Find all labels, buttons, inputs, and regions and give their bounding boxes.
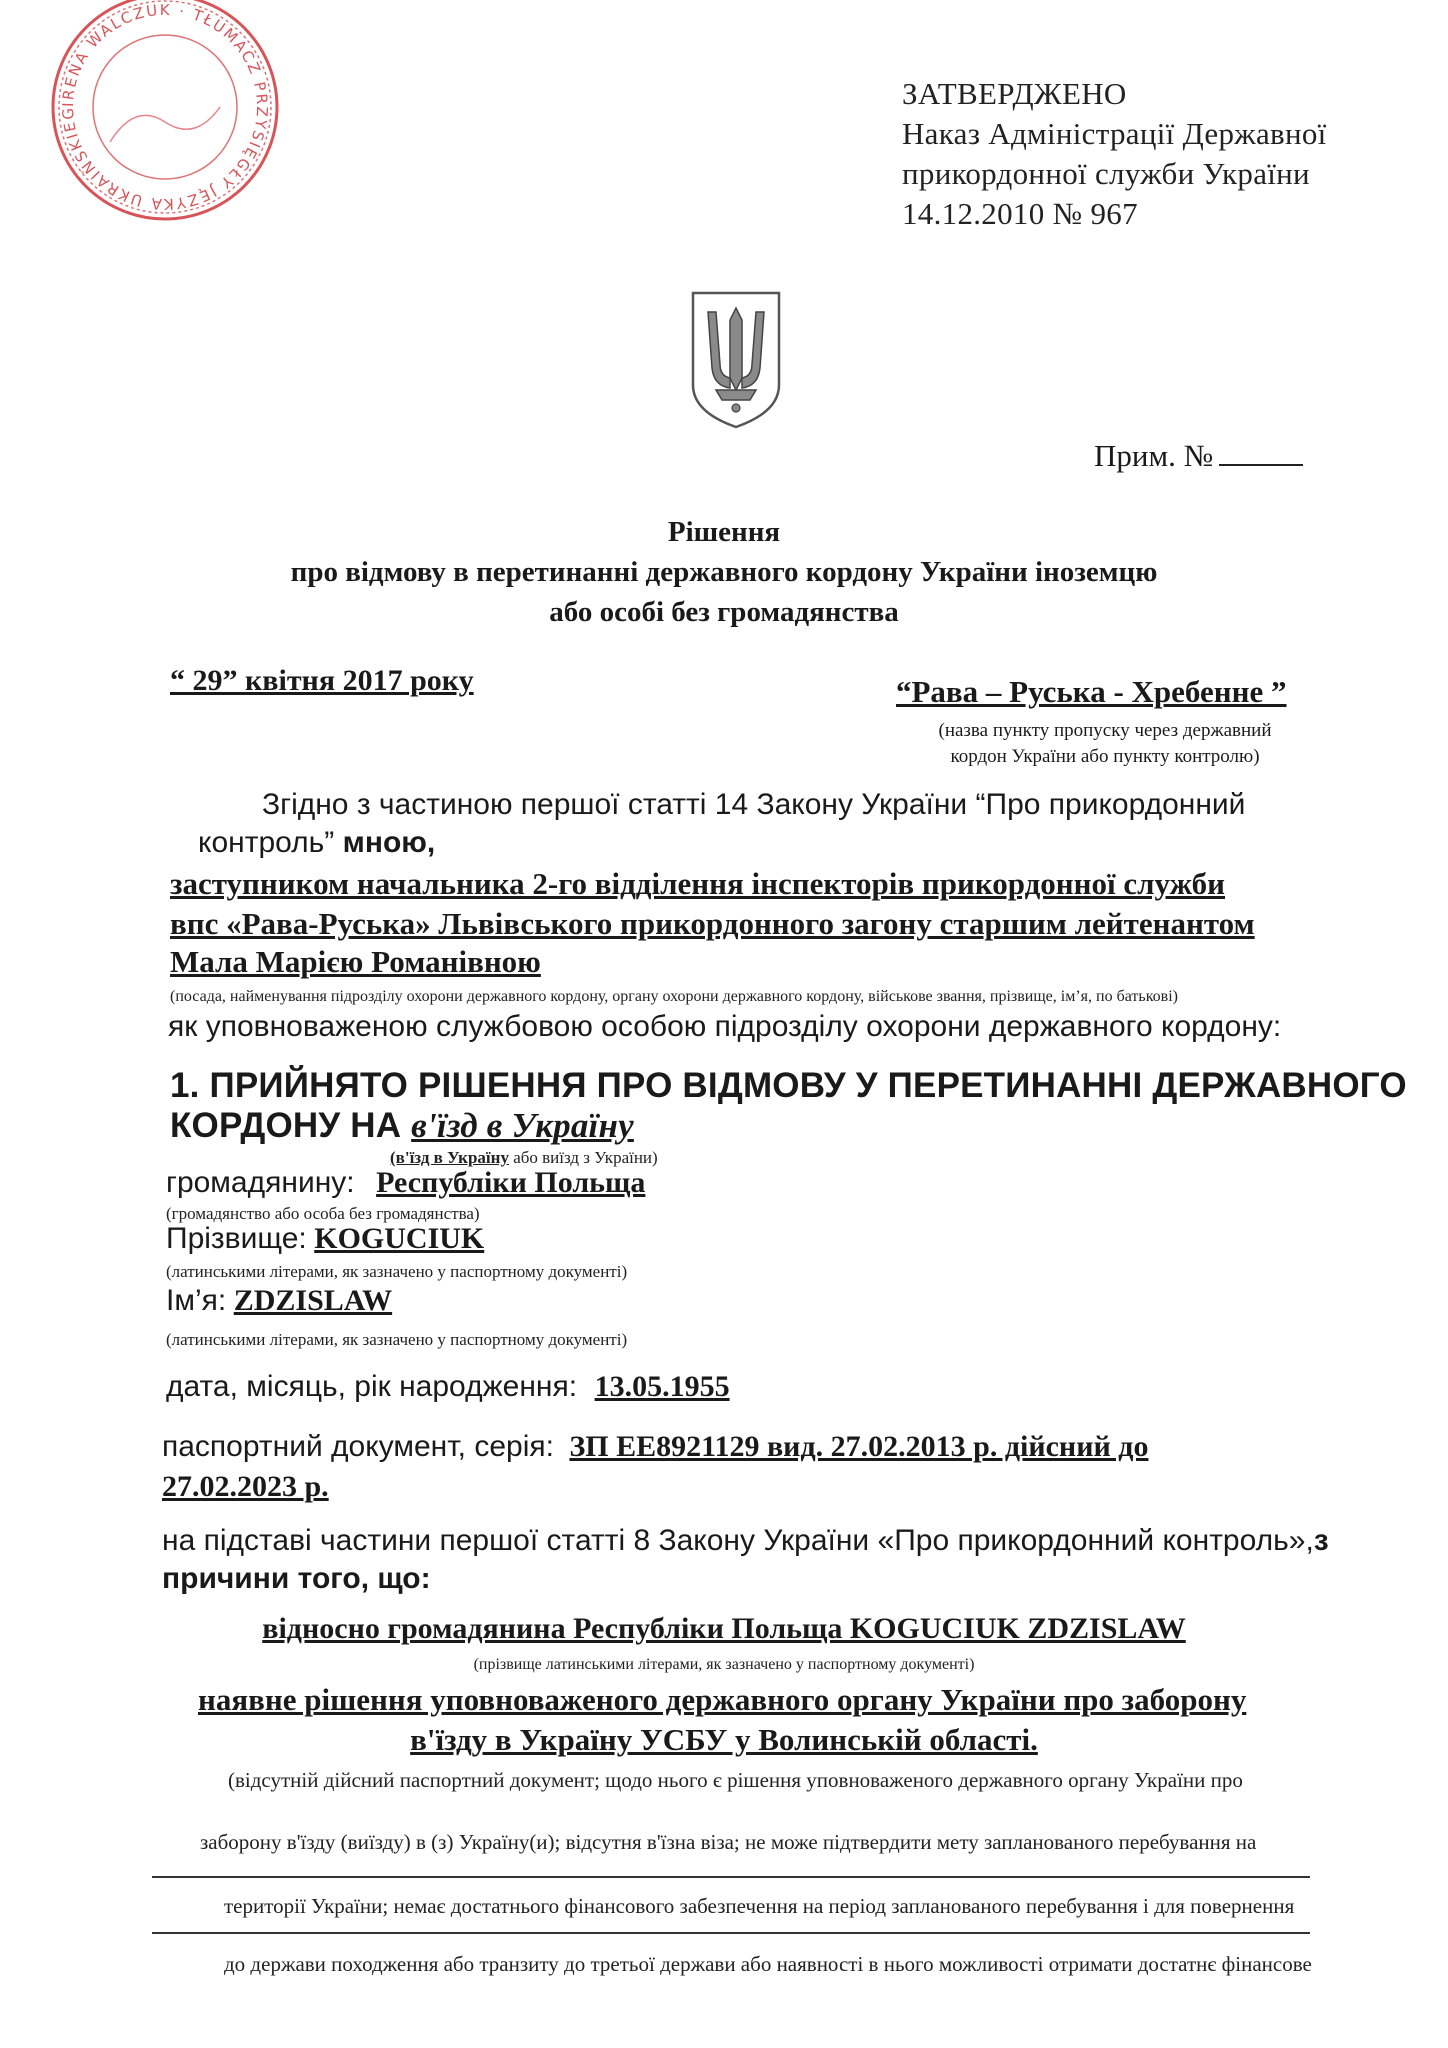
- document-title: [0, 512, 1448, 632]
- reason-subject-hint: (прізвище латинськими літерами, як зазначено у паспортному документі): [473, 1656, 975, 1673]
- citizen-label: громадянину:: [166, 1166, 355, 1199]
- svg-text:IRENA WALCZUK · TŁUMACZ PRZYSI: IRENA WALCZUK · TŁUMACZ PRZYSIĘGŁY JĘZYKA UKRAIŃSKIEG: [58, 0, 272, 214]
- reason-line-2: в'їзду в Україну УСБУ у Волинській області.: [410, 1722, 1038, 1757]
- divider-line-2: [152, 1932, 1310, 1934]
- approval-line-3: прикордонної служби України: [902, 156, 1310, 191]
- officer-name: Мала Марією Романівною: [170, 944, 541, 979]
- decision-hint-entry: (в'їзд в Україну: [390, 1148, 509, 1167]
- firstname-label: Ім’я:: [166, 1284, 227, 1317]
- decision-heading-line-2: [170, 1106, 634, 1146]
- basis-from: з: [1313, 1524, 1329, 1557]
- checkpoint-hint-line-1: (назва пункту пропуску через державний: [938, 720, 1272, 741]
- intro-by-me: мною,: [334, 826, 436, 859]
- checkpoint-name: “Рава – Руська - Хребенне ”: [896, 674, 1287, 709]
- basis-line-2: причини того, що:: [162, 1562, 431, 1595]
- reason-options-line-2: заборону в'їзду (виїзду) в (з) Україну(и); відсутня в'їзна віза; не може підтвердити мету запланованого перебування на: [200, 1830, 1257, 1854]
- checkpoint-hint-line-2: кордон України або пункту контролю): [950, 746, 1260, 767]
- decision-direction-hint: [390, 1148, 658, 1168]
- dob-label: дата, місяць, рік народження:: [166, 1370, 578, 1403]
- officer-hint: (посада, найменування підрозділу охорони державного кордону, органу охорони державного кордону, військове звання, прізвище, ім’я, по батькові): [170, 988, 1178, 1005]
- translator-seal-stamp: [40, 0, 290, 232]
- reason-options-line-3: території України; немає достатнього фінансового забезпечення на період запланованого перебування і для повернення: [224, 1894, 1295, 1918]
- citizen-hint: (громадянство або особа без громадянства): [166, 1204, 480, 1223]
- approval-title: ЗАТВЕРДЖЕНО: [902, 76, 1127, 111]
- decision-direction: в'їзд в Україну: [411, 1106, 634, 1145]
- surname-hint: (латинськими літерами, як зазначено у паспортному документі): [166, 1262, 628, 1281]
- approval-line-2: Наказ Адміністрації Державної: [902, 116, 1327, 151]
- reason-options-line-1: (відсутній дійсний паспортний документ; щодо нього є рішення уповноваженого державного органу України про: [228, 1768, 1243, 1792]
- surname-label: Прізвище:: [166, 1222, 307, 1255]
- officer-line-2: впс «Рава-Руська» Львівського прикордонного загону старшим лейтенантом: [170, 906, 1255, 941]
- copy-number-label: Прим. №: [1094, 438, 1214, 473]
- intro-line-2: [198, 826, 435, 860]
- firstname-value: ZDZISLAW: [233, 1284, 393, 1317]
- passport-label: паспортний документ, серія:: [162, 1430, 554, 1463]
- firstname-hint: (латинськими літерами, як зазначено у паспортному документі): [166, 1330, 628, 1349]
- surname-row: [166, 1222, 484, 1256]
- title-line-1: Рішення: [667, 516, 781, 548]
- title-line-3: або особі без громадянства: [549, 596, 899, 628]
- passport-row: [162, 1430, 1148, 1464]
- approval-block: [902, 74, 1327, 234]
- intro-law-name-end: контроль”: [198, 826, 335, 859]
- ukraine-coat-of-arms-icon: [690, 290, 782, 430]
- dob-row: [166, 1370, 730, 1404]
- basis-text: на підставі частини першої статті 8 Закону України «Про прикордонний контроль»,: [162, 1524, 1314, 1557]
- reason-options-line-4: до держави походження або транзиту до третьої держави або наявності в нього можливості отримати достатнє фінансове: [224, 1952, 1312, 1976]
- copy-number: [1094, 438, 1303, 474]
- reason-line-1: наявне рішення уповноваженого державного органу України про заборону: [198, 1682, 1247, 1717]
- title-line-2: про відмову в перетинанні державного кордону України іноземцю: [290, 556, 1158, 588]
- officer-line-1: заступником начальника 2-го відділення інспекторів прикордонної служби: [170, 866, 1226, 901]
- intro-line-1: Згідно з частиною першої статті 14 Закону України “Про прикордонний: [262, 788, 1246, 821]
- copy-number-blank: [1219, 438, 1303, 466]
- divider-line-1: [152, 1876, 1310, 1878]
- citizen-value: Республіки Польща: [376, 1166, 646, 1199]
- passport-value: ЗП ЕЕ8921129 вид. 27.02.2013 р. дійсний до: [569, 1430, 1149, 1463]
- decision-border-label: КОРДОНУ НА: [170, 1106, 412, 1145]
- decision-date: “ 29” квітня 2017 року: [170, 664, 474, 697]
- approval-order-date: 14.12.2010 № 967: [902, 196, 1138, 231]
- authorized-line: як уповноваженою службовою особою підрозділу охорони державного кордону:: [168, 1010, 1282, 1043]
- firstname-row: [166, 1284, 392, 1318]
- decision-hint-exit: або виїзд з України): [508, 1148, 658, 1167]
- passport-valid-until: 27.02.2023 р.: [162, 1470, 329, 1503]
- decision-heading-line-1: 1. ПРИЙНЯТО РІШЕННЯ ПРО ВІДМОВУ У ПЕРЕТИНАННІ ДЕРЖАВНОГО: [170, 1066, 1407, 1105]
- dob-value: 13.05.1955: [594, 1370, 730, 1403]
- surname-value: KOGUCIUK: [314, 1222, 485, 1255]
- reason-subject: відносно громадянина Республіки Польща KOGUCIUK ZDZISLAW: [262, 1612, 1186, 1645]
- citizen-row: [166, 1166, 645, 1200]
- checkpoint-hint: [880, 718, 1330, 770]
- basis-line-1: [162, 1524, 1329, 1558]
